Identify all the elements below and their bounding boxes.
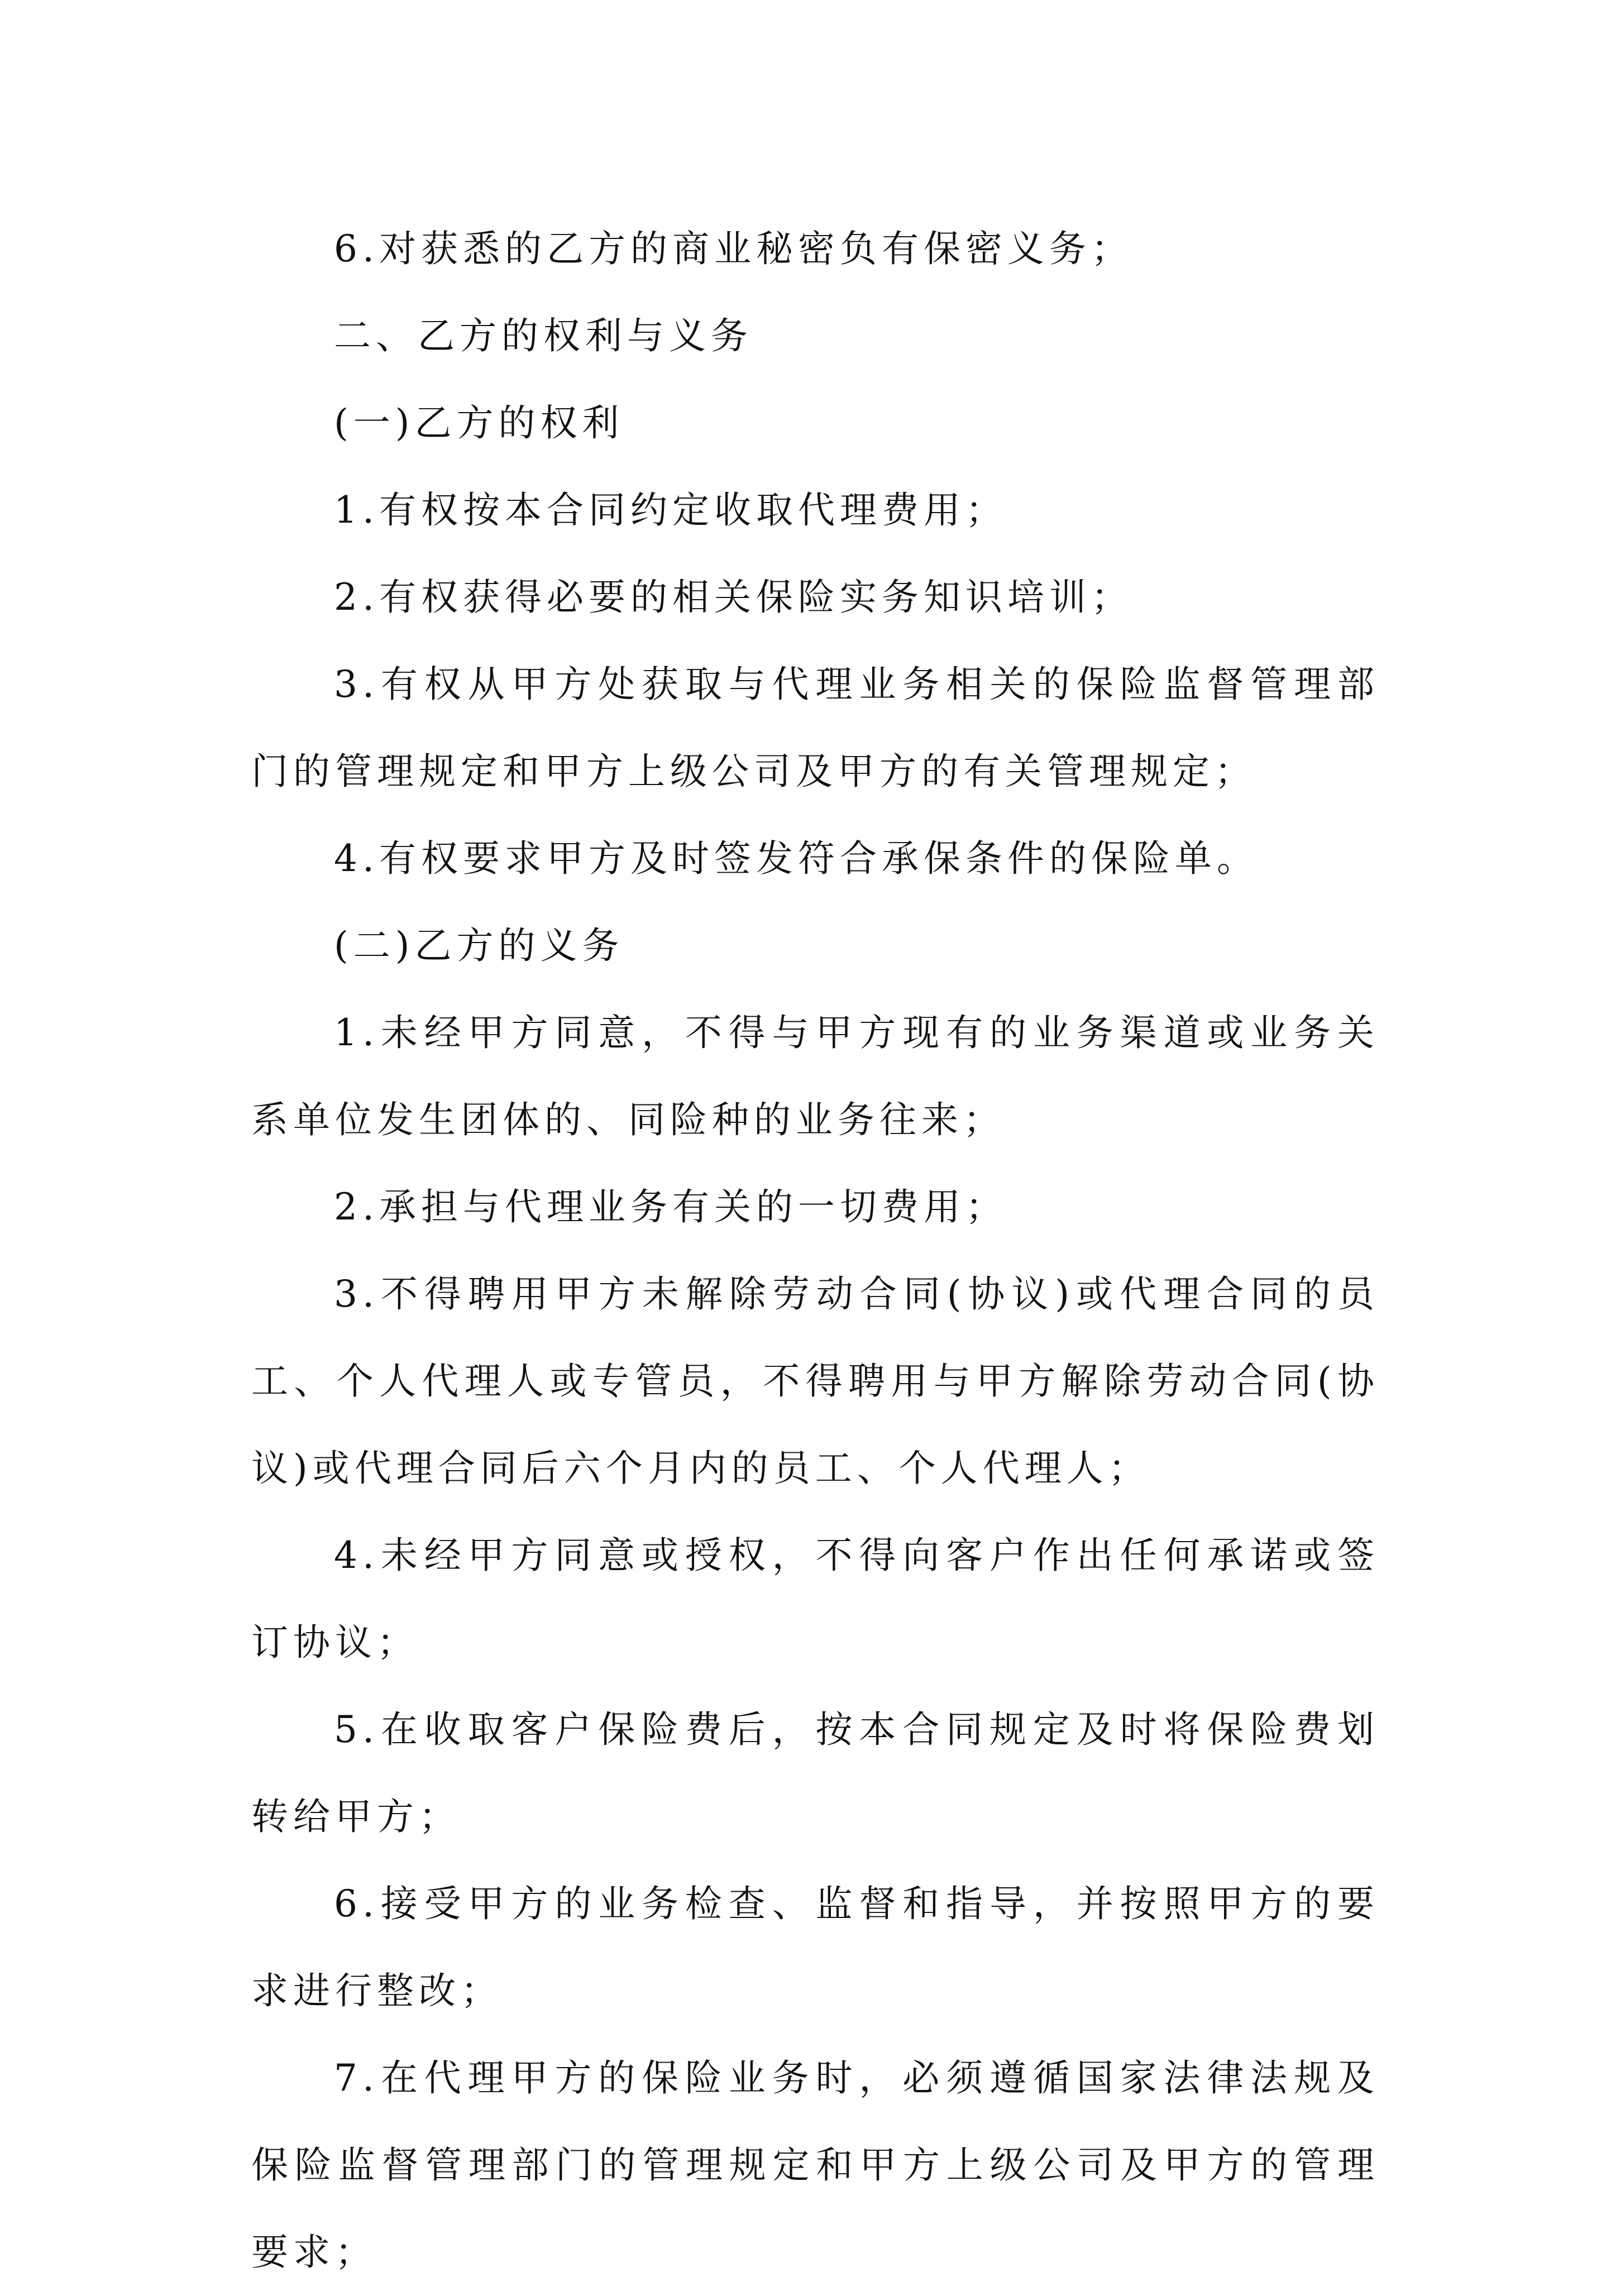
paragraph-right-3: 3.有权从甲方处获取与代理业务相关的保险监督管理部门的管理规定和甲方上级公司及甲方的有关管理规定； bbox=[251, 663, 1379, 793]
section-heading-party-b-rights-obligations: 二、乙方的权利与义务 bbox=[334, 314, 753, 357]
subsection-heading-party-b-obligations: (二)乙方的义务 bbox=[334, 924, 624, 967]
paragraph-obligation-6-confidentiality: 6.对获悉的乙方的商业秘密负有保密义务； bbox=[334, 227, 1133, 270]
paragraph-obligation-6: 6.接受甲方的业务检查、监督和指导，并按照甲方的要求进行整改； bbox=[251, 1882, 1379, 2012]
paragraph-obligation-3: 3.不得聘用甲方未解除劳动合同(协议)或代理合同的员工、个人代理人或专管员，不得聘用与甲方解除劳动合同(协议)或代理合同后六个月内的员工、个人代理人； bbox=[251, 1273, 1379, 1490]
subsection-heading-party-b-rights: (一)乙方的权利 bbox=[334, 401, 624, 444]
paragraph-obligation-1: 1.未经甲方同意，不得与甲方现有的业务渠道或业务关系单位发生团体的、同险种的业务往来； bbox=[251, 1011, 1379, 1141]
paragraph-right-1: 1.有权按本合同约定收取代理费用； bbox=[334, 489, 1007, 532]
document-page bbox=[251, 205, 1379, 2296]
paragraph-obligation-2: 2.承担与代理业务有关的一切费用； bbox=[334, 1185, 1007, 1228]
paragraph-obligation-5: 5.在收取客户保险费后，按本合同规定及时将保险费划转给甲方； bbox=[251, 1708, 1379, 1838]
paragraph-right-4: 4.有权要求甲方及时签发符合承保条件的保险单。 bbox=[334, 837, 1259, 880]
paragraph-obligation-4: 4.未经甲方同意或授权，不得向客户作出任何承诺或签订协议； bbox=[251, 1534, 1379, 1664]
paragraph-right-2: 2.有权获得必要的相关保险实务知识培训； bbox=[334, 576, 1133, 619]
paragraph-obligation-7: 7.在代理甲方的保险业务时，必须遵循国家法律法规及保险监督管理部门的管理规定和甲方上级公司及甲方的管理要求； bbox=[251, 2056, 1379, 2274]
